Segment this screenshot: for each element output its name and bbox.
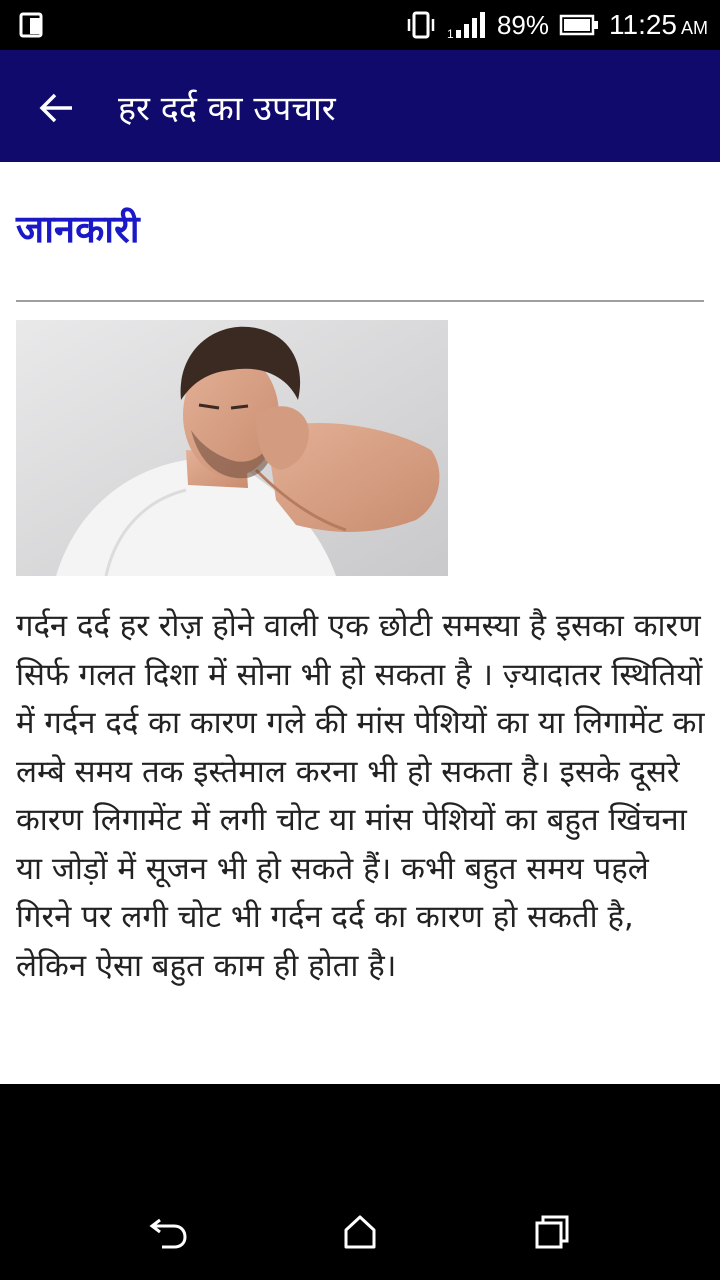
section-heading: जानकारी: [16, 207, 140, 251]
clock-time: 11:25: [609, 9, 677, 40]
battery-icon: [559, 14, 599, 36]
home-nav-icon: [342, 1214, 378, 1250]
app-title: हर दर्द का उपचार: [118, 89, 336, 129]
nav-home-button[interactable]: [338, 1210, 382, 1254]
app-bar: [0, 50, 720, 162]
neck-pain-photo: [16, 320, 448, 576]
dual-window-icon: [18, 12, 48, 38]
back-nav-icon: [148, 1214, 188, 1250]
vibrate-icon: [405, 11, 437, 39]
status-bar: [0, 0, 720, 50]
divider: [16, 300, 704, 302]
battery-percent: 89%: [496, 9, 549, 40]
nav-recents-button[interactable]: [530, 1210, 574, 1254]
nav-back-button[interactable]: [146, 1210, 190, 1254]
signal-icon: [447, 10, 487, 40]
content-area[interactable]: [0, 162, 720, 1084]
article-paragraph: गर्दन दर्द हर रोज़ होने वाली एक छोटी समस्या है इसका कारण सिर्फ गलत दिशा में सोना भी हो सकता है । ज़्यादातर स्थितियों में गर्दन दर्द का कारण गले की मांस पेशियों का या लिगामेंट का लम्बे समय तक इस्तेमाल करना भी हो सकता है। इसके दूसरे कारण लिगामेंट में लगी चोट या मांस पेशियों का बहुत खिंचना या जोड़ों में सूजन भी हो सकते हैं। कभी बहुत समय पहले गिरने पर लगी चोट भी गर्दन दर्द का कारण हो सकती है, लेकिन ऐसा बहुत काम ही होता है।: [16, 608, 705, 984]
clock: [609, 9, 708, 41]
recents-nav-icon: [534, 1214, 570, 1250]
back-button[interactable]: [30, 82, 82, 134]
arrow-left-icon: [38, 92, 74, 124]
clock-ampm: AM: [681, 18, 708, 38]
svg-text:1: 1: [446, 27, 454, 40]
